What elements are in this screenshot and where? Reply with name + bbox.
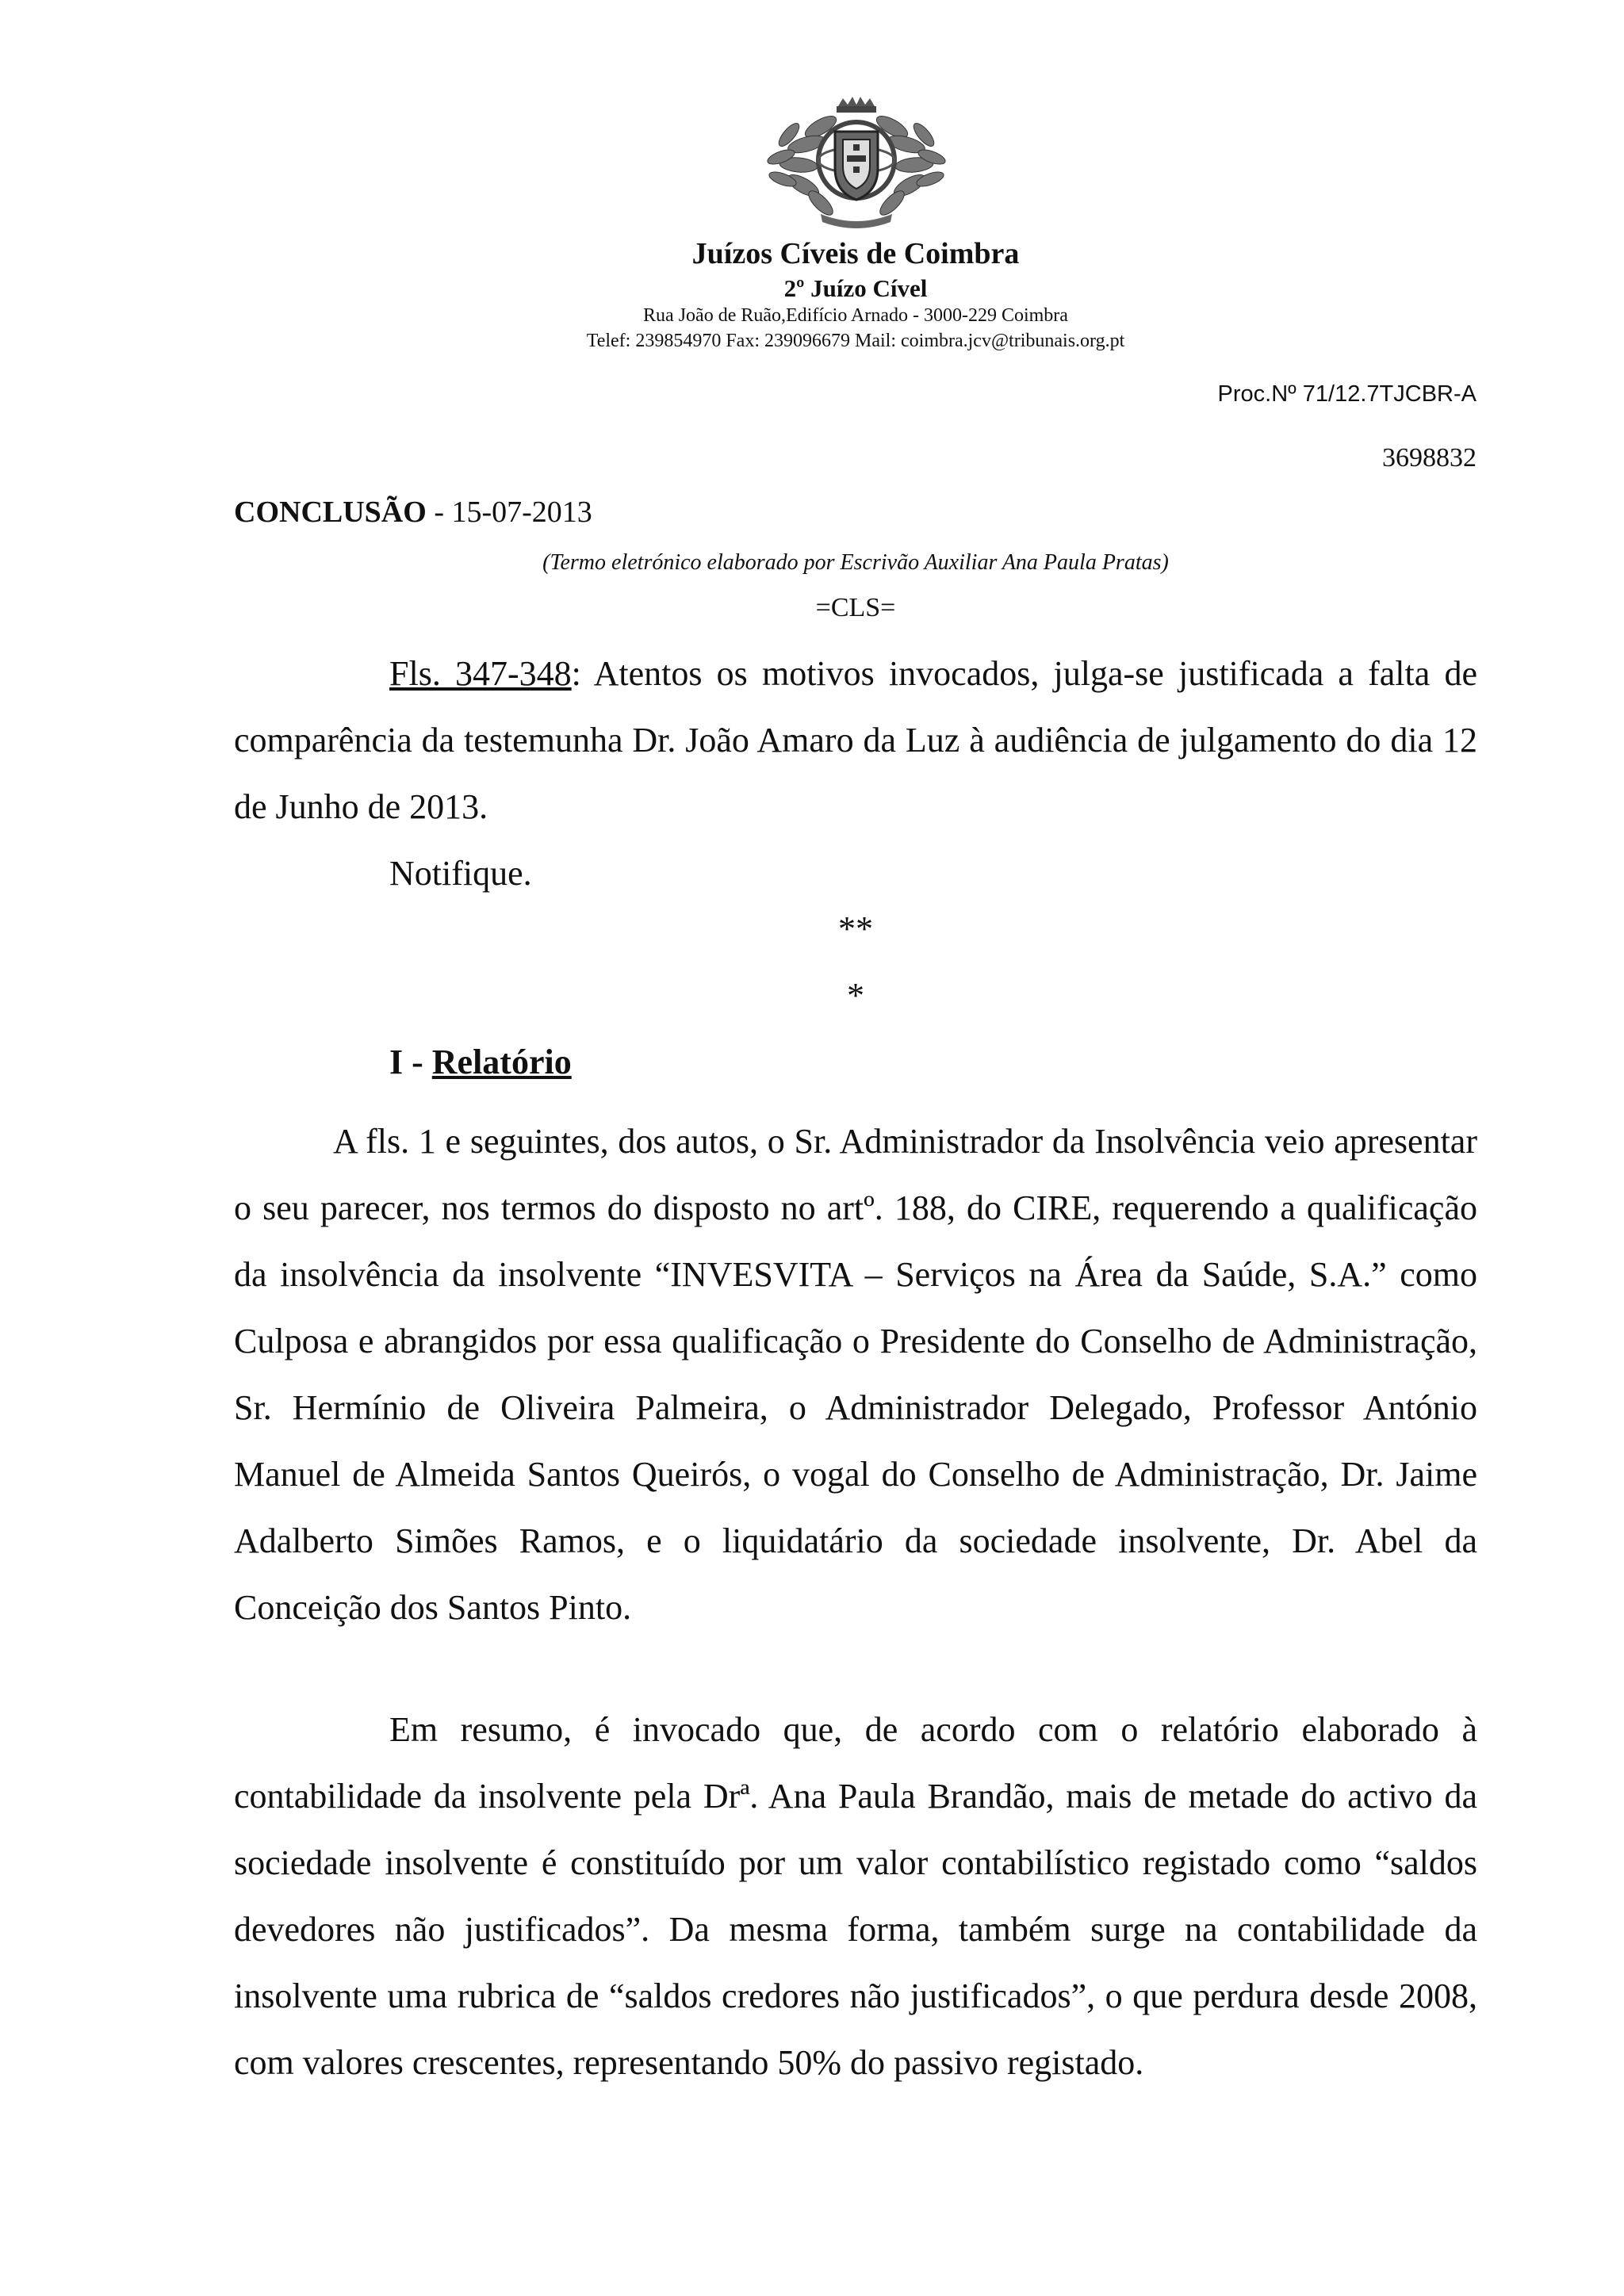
court-section: 2º Juízo Cível — [783, 274, 928, 302]
conclusao-date: - 15-07-2013 — [426, 496, 592, 529]
paragraph-fls — [234, 641, 1477, 840]
coat-of-arms-emblem-icon — [765, 95, 948, 230]
court-name: Juízos Cíveis de Coimbra — [691, 237, 1020, 270]
section-prefix: I - — [389, 1043, 432, 1081]
separator-stars-top: ** — [838, 909, 873, 948]
paragraph-relatorio — [234, 1108, 1477, 1641]
conclusao-line — [234, 493, 592, 531]
paragraph-relatorio-text: A fls. 1 e seguintes, dos autos, o Sr. Administrador da Insolvência veio apresentar o seu parecer, nos termos do disposto no artº. 188, do CIRE, requerendo a qualificação da insolvência da insolvente “INVESVITA – Serviços na Área da Saúde, S.A.” como Culposa e abrangidos por essa qualificação o Presidente do Conselho de Administração, Sr. Hermínio de Oliveira Palmeira, o Administrador Delegado, Professor António Manuel de Almeida Santos Queirós, o vogal do Conselho de Administração, Dr. Jaime Adalberto Simões Ramos, e o liquidatário da sociedade insolvente, Dr. Abel da Conceição dos Santos Pinto. — [234, 1122, 1477, 1627]
fls-reference: Fls. 347-348 — [389, 654, 572, 693]
paragraph-resumo — [234, 1697, 1477, 2096]
separator-stars-bottom: * — [847, 976, 864, 1015]
notifique-line: Notifique. — [389, 854, 532, 893]
paragraph-fls-text: : Atentos os motivos invocados, julga-se justificada a falta de comparência da testemunha Dr. João Amaro da Luz à audiência de julgamento do dia 12 de Junho de 2013. — [234, 654, 1477, 826]
termo-note: (Termo eletrónico elaborado por Escrivão Auxiliar Ana Paula Pratas) — [542, 550, 1169, 575]
cls-marker: =CLS= — [815, 593, 896, 622]
paragraph-resumo-text: Em resumo, é invocado que, de acordo com o relatório elaborado à contabilidade da insolvente pela Drª. Ana Paula Brandão, mais de metade do activo da sociedade insolvente é constituído por um valor contabilístico registado como “saldos devedores não justificados”. Da mesma forma, também surge na contabilidade da insolvente uma rubrica de “saldos credores não justificados”, o que perdura desde 2008, com valores crescentes, representando 50% do passivo registado. — [234, 1710, 1477, 2082]
process-number: Proc.Nº 71/12.7TJCBR-A — [1217, 381, 1477, 407]
court-address: Rua João de Ruão,Edifício Arnado - 3000-229 Coimbra — [643, 305, 1068, 326]
conclusao-label: CONCLUSÃO — [234, 496, 427, 529]
section-heading — [389, 1039, 572, 1086]
court-contact: Telef: 239854970 Fax: 239096679 Mail: coimbra.jcv@tribunais.org.pt — [586, 331, 1125, 351]
section-title: Relatório — [431, 1043, 572, 1081]
document-id: 3698832 — [1382, 443, 1477, 473]
